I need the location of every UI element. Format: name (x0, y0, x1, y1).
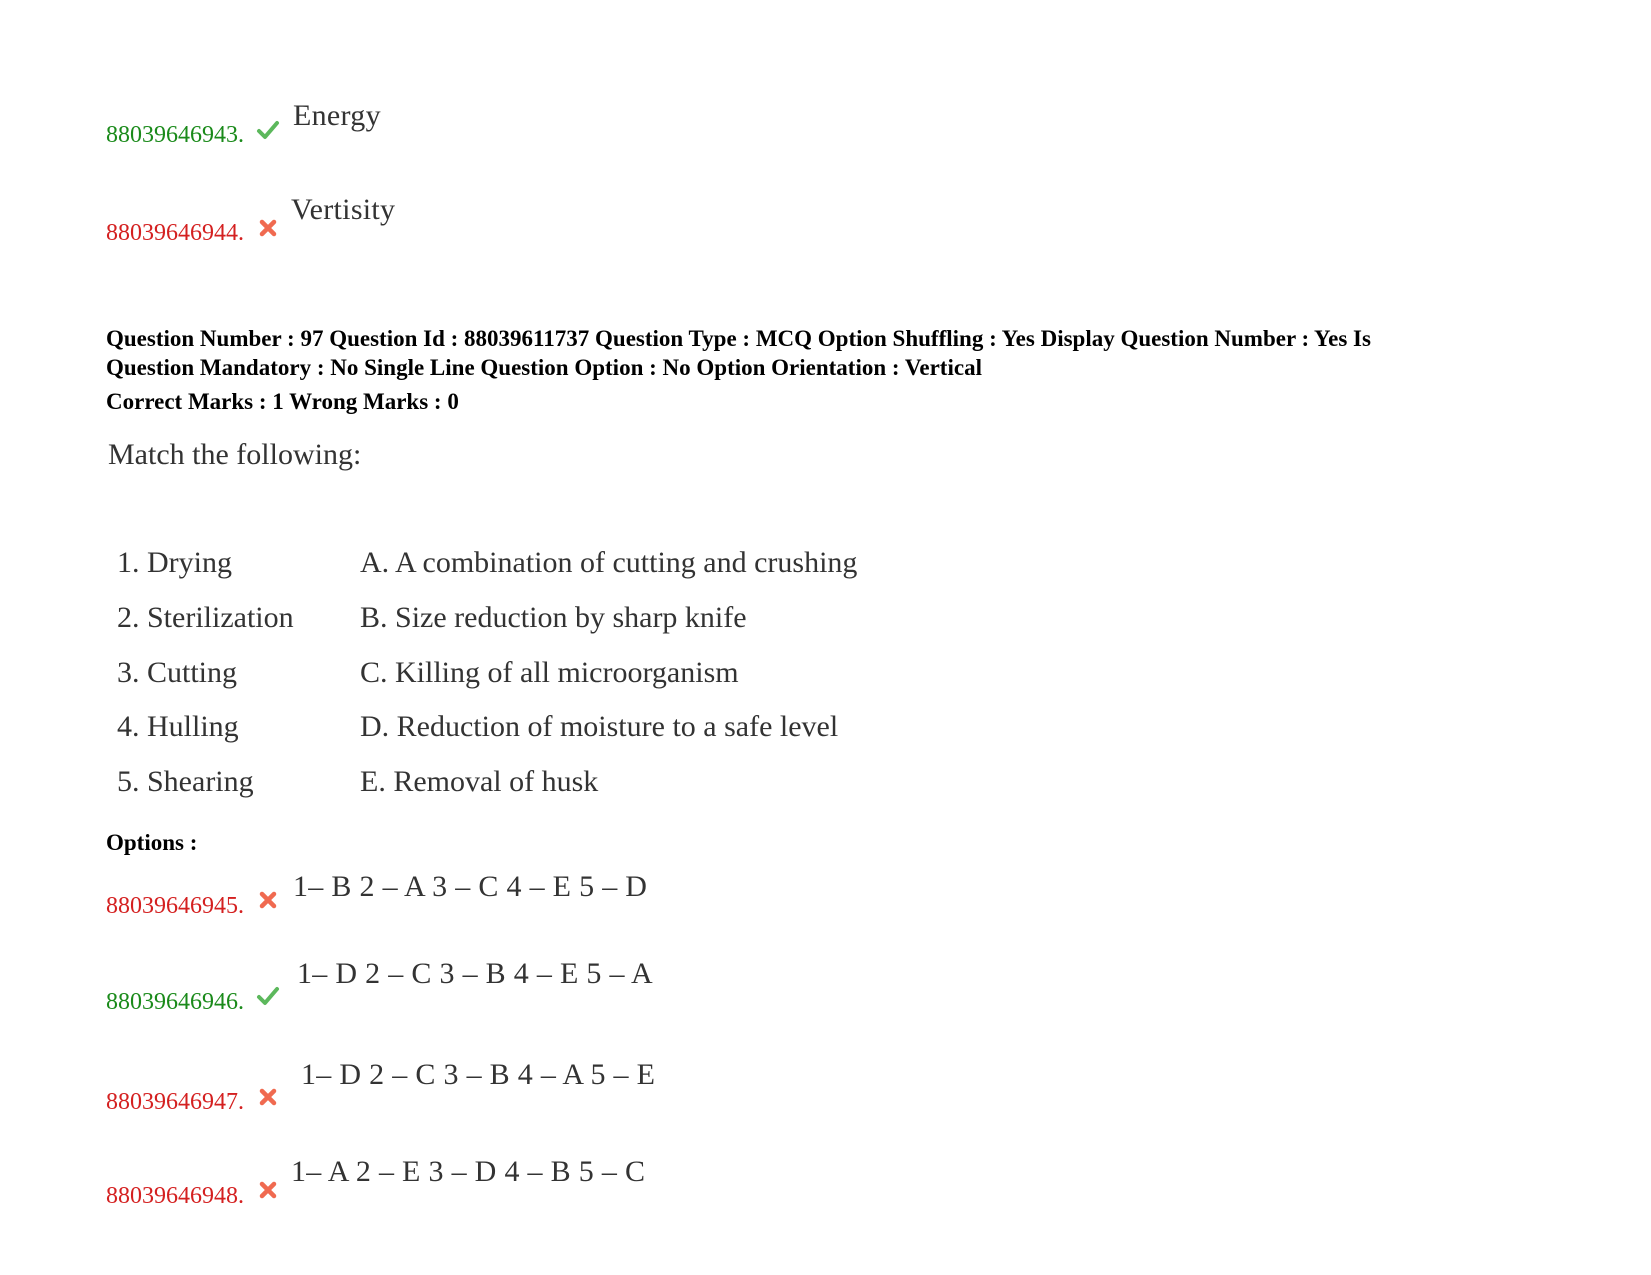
match-left-item: 5. Shearing (117, 765, 254, 798)
cross-icon (256, 888, 280, 912)
match-left-item: 1. Drying (117, 546, 232, 579)
cross-icon (256, 1178, 280, 1202)
option-id: 88039646944. (106, 220, 244, 246)
marks-line: Correct Marks : 1 Wrong Marks : 0 (106, 389, 459, 414)
cross-icon (256, 1085, 280, 1109)
option-id: 88039646947. (106, 1089, 244, 1115)
option-id: 88039646943. (106, 122, 244, 148)
option-id: 88039646948. (106, 1183, 244, 1209)
check-icon (256, 118, 280, 142)
option-text: 1– D 2 – C 3 – B 4 – A 5 – E (301, 1058, 656, 1091)
match-left-item: 3. Cutting (117, 656, 238, 689)
option-text: Energy (293, 99, 381, 132)
match-left-item: 4. Hulling (117, 710, 239, 743)
option-text: Vertisity (291, 193, 396, 226)
match-right-item: D. Reduction of moisture to a safe level (360, 710, 839, 743)
option-text: 1– B 2 – A 3 – C 4 – E 5 – D (293, 870, 648, 903)
question-stem: Match the following: (108, 438, 362, 471)
check-icon (256, 984, 280, 1008)
question-meta-line2: Question Mandatory : No Single Line Question Option : No Option Orientation : Vertical (106, 355, 982, 380)
option-text: 1– D 2 – C 3 – B 4 – E 5 – A (297, 957, 653, 990)
match-right-item: B. Size reduction by sharp knife (360, 601, 747, 634)
match-left-item: 2. Sterilization (117, 601, 294, 634)
options-label: Options : (106, 830, 198, 855)
option-text: 1– A 2 – E 3 – D 4 – B 5 – C (291, 1155, 646, 1188)
option-id: 88039646946. (106, 989, 244, 1015)
match-right-item: C. Killing of all microorganism (360, 656, 739, 689)
match-right-item: E. Removal of husk (360, 765, 599, 798)
question-meta-line1: Question Number : 97 Question Id : 88039611737 Question Type : MCQ Option Shuffling : Yes Display Question Number : Yes Is (106, 326, 1371, 351)
match-right-item: A. A combination of cutting and crushing (360, 546, 858, 579)
cross-icon (256, 216, 280, 240)
option-id: 88039646945. (106, 893, 244, 919)
